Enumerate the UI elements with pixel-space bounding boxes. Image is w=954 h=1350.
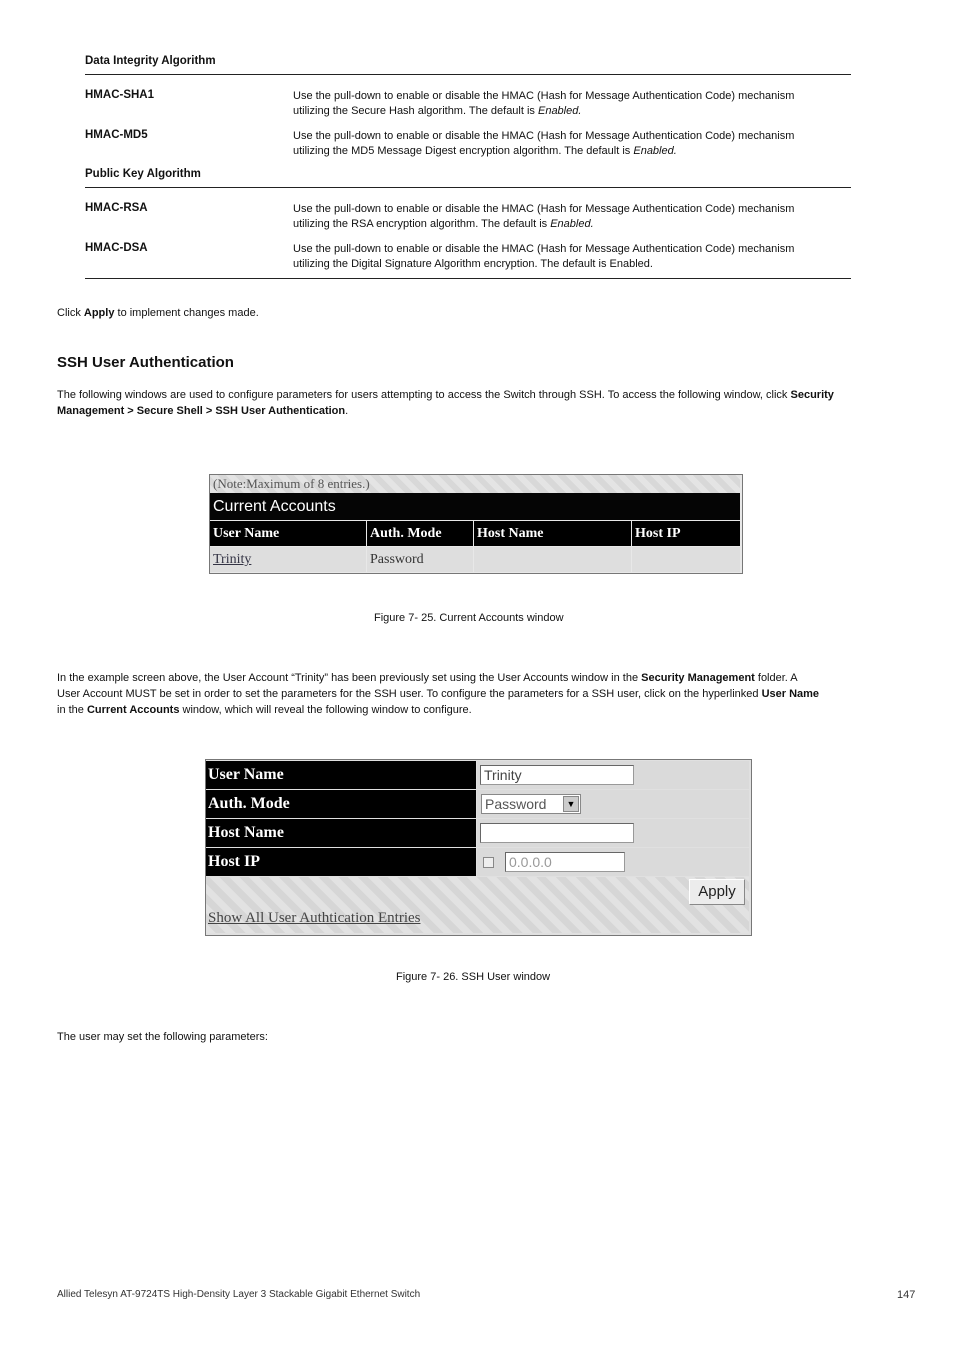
apply-note: [57, 305, 902, 321]
default-value: Enabled.: [550, 218, 594, 230]
desc-line: Use the pull-down to enable or disable the HMAC (Hash for Message Authentication Code) mechanism: [293, 243, 795, 255]
host-ip-checkbox[interactable]: [483, 857, 494, 868]
desc-line: Use the pull-down to enable or disable the HMAC (Hash for Message Authentication Code) mechanism: [293, 90, 795, 102]
table-rule: [85, 74, 851, 75]
user-name-row: [206, 761, 749, 789]
host-ip-field[interactable]: 0.0.0.0: [505, 852, 625, 872]
auth-mode-label: Auth. Mode: [206, 790, 476, 818]
form-footer: [206, 877, 749, 933]
cell-user-name: [210, 547, 366, 572]
page-number: 147: [897, 1289, 916, 1301]
param-desc-hmac-dsa: [293, 242, 853, 272]
apply-note-text: to implement changes made.: [114, 307, 259, 319]
column-header-host-name: Host Name: [474, 521, 631, 546]
cell-host-ip: [632, 547, 740, 572]
explain-bold: Current Accounts: [86, 704, 180, 716]
desc-line: utilizing the Digital Signature Algorithm encryption. The default is Enabled.: [293, 258, 653, 270]
current-accounts-header: Current Accounts: [210, 493, 740, 520]
param-desc-hmac-md5: [293, 129, 853, 159]
intro-bold: Security: [790, 389, 834, 401]
explain-text: In the example screen above, the User Account “Trinity” has been previously set using the User Accounts window in the: [57, 672, 642, 684]
host-name-value-cell: [477, 819, 749, 847]
param-desc-hmac-sha1: [293, 89, 853, 119]
desc-line: utilizing the RSA encryption algorithm. The default is: [293, 218, 551, 230]
footer-title: Allied Telesyn AT-9724TS High-Density Layer 3 Stackable Gigabit Ethernet Switch: [57, 1289, 421, 1300]
auth-mode-value-cell: [477, 790, 749, 818]
chevron-down-icon[interactable]: ▼: [563, 796, 579, 812]
column-header-user-name: User Name: [210, 521, 366, 546]
column-header-host-ip: Host IP: [632, 521, 740, 546]
auth-mode-selected: Password: [485, 796, 547, 812]
apply-button[interactable]: Apply: [689, 879, 745, 905]
table-rule: [85, 278, 851, 279]
show-all-entries-link[interactable]: Show All User Authtication Entries: [208, 910, 421, 926]
explain-text: User Account MUST be set in order to set the parameters for the SSH user. To configure the parameters for a SSH user, click on the hyperlinked: [57, 688, 762, 700]
param-name-hmac-sha1: HMAC-SHA1: [85, 89, 154, 101]
intro-text: .: [345, 405, 349, 417]
apply-note-text: Click: [57, 307, 84, 319]
explain-bold: Security Management: [641, 672, 755, 684]
host-ip-label: Host IP: [206, 848, 476, 876]
section-title: SSH User Authentication: [57, 354, 234, 371]
default-value: Enabled.: [633, 145, 677, 157]
desc-line: utilizing the Secure Hash algorithm. The default is: [293, 105, 538, 117]
intro-text: The following windows are used to configure parameters for users attempting to access the Switch through SSH. To access the following window, click: [57, 389, 791, 401]
user-name-field[interactable]: Trinity: [480, 765, 634, 785]
figure-caption: Figure 7- 25. Current Accounts window: [374, 612, 564, 624]
host-name-row: [206, 819, 749, 847]
desc-line: Use the pull-down to enable or disable the HMAC (Hash for Message Authentication Code) mechanism: [293, 203, 795, 215]
user-name-label: User Name: [206, 761, 476, 789]
explain-text: window, which will reveal the following window to configure.: [179, 704, 472, 716]
host-name-field[interactable]: [480, 823, 634, 843]
explain-bold: User Name: [761, 688, 820, 700]
intro-bold: Management > Secure Shell > SSH User Authentication: [57, 405, 346, 417]
public-key-heading: Public Key Algorithm: [85, 168, 201, 180]
param-desc-hmac-rsa: [293, 202, 853, 232]
explain-paragraph: [57, 670, 902, 718]
user-name-value-cell: [477, 761, 749, 789]
cell-auth-mode: Password: [367, 547, 473, 572]
intro-paragraph: [57, 387, 902, 419]
host-ip-row: [206, 848, 749, 876]
desc-line: Use the pull-down to enable or disable the HMAC (Hash for Message Authentication Code) mechanism: [293, 130, 795, 142]
table-rule: [85, 187, 851, 188]
closing-text: The user may set the following parameters:: [57, 1031, 268, 1043]
column-header-row: [210, 521, 740, 546]
cell-host-name: [474, 547, 631, 572]
host-ip-value-cell: [477, 848, 749, 876]
param-name-hmac-md5: HMAC-MD5: [85, 129, 148, 141]
desc-line: utilizing the MD5 Message Digest encryption algorithm. The default is: [293, 145, 634, 157]
explain-text: in the: [57, 704, 87, 716]
explain-text: folder. A: [754, 672, 798, 684]
host-name-label: Host Name: [206, 819, 476, 847]
column-header-auth-mode: Auth. Mode: [367, 521, 473, 546]
user-name-link[interactable]: Trinity: [213, 552, 252, 567]
apply-note-bold: Apply: [83, 307, 115, 319]
figure-caption: Figure 7- 26. SSH User window: [396, 971, 551, 983]
max-entries-note: (Note:Maximum of 8 entries.): [210, 475, 740, 493]
current-accounts-window: [209, 474, 743, 574]
data-integrity-heading: Data Integrity Algorithm: [85, 55, 216, 67]
auth-mode-row: [206, 790, 749, 818]
param-name-hmac-dsa: HMAC-DSA: [85, 242, 148, 254]
param-name-hmac-rsa: HMAC-RSA: [85, 202, 148, 214]
table-row: [210, 547, 740, 572]
auth-mode-select[interactable]: [481, 794, 581, 814]
default-value: Enabled.: [537, 105, 582, 117]
ssh-user-window: [205, 759, 752, 936]
